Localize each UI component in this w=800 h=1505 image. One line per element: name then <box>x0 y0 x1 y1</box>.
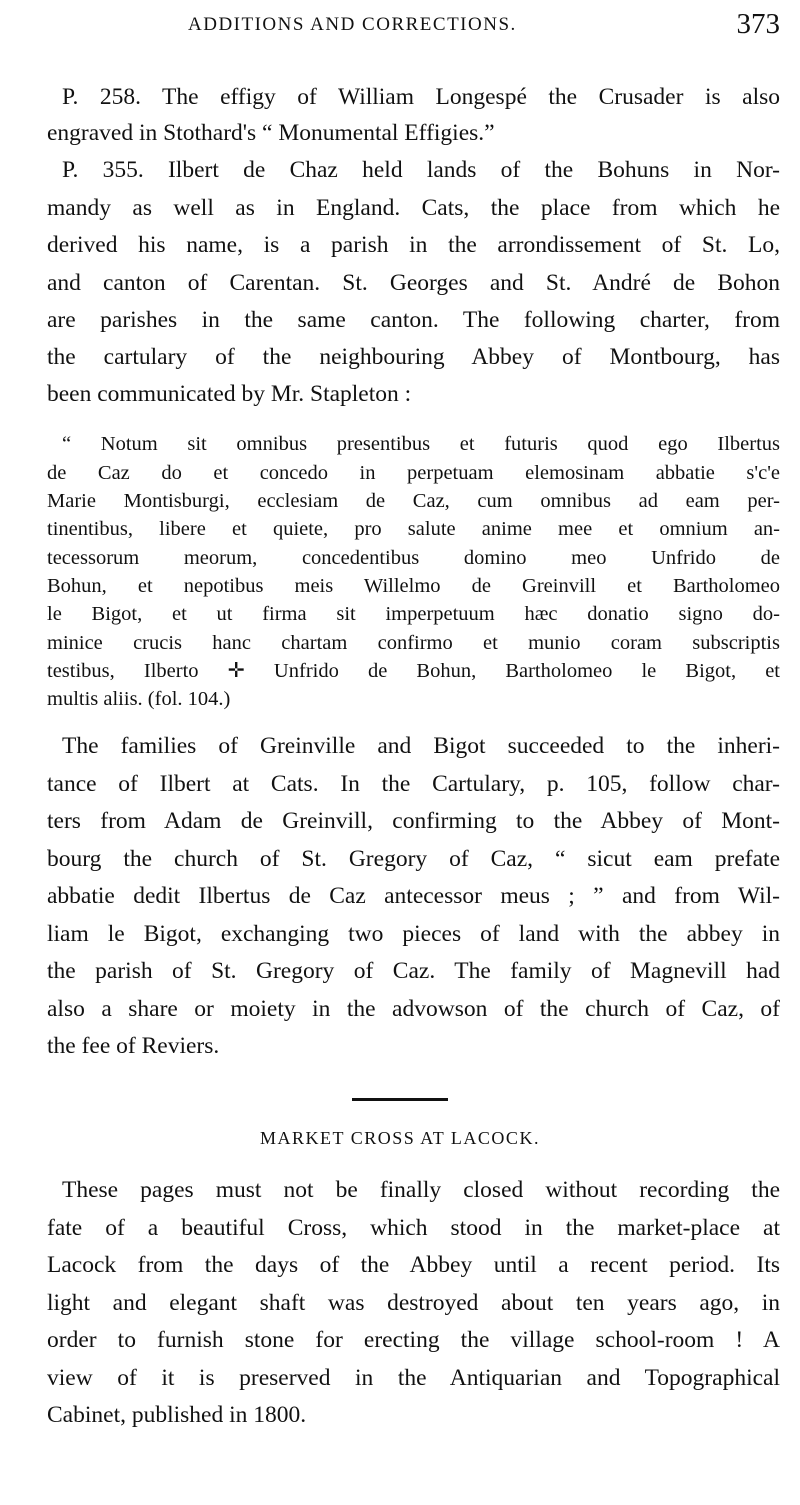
text-line: view of it is preserved in the Antiquarian and Topographical <box>47 1365 780 1391</box>
text-line: abbatie dedit Ilbertus de Caz antecessor meus ; ” and from Wil- <box>47 883 780 909</box>
text-line: and canton of Carentan. St. Georges and St. André de Bohon <box>47 270 780 296</box>
running-title: ADDITIONS AND CORRECTIONS. <box>188 14 517 35</box>
text-line: liam le Bigot, exchanging two pieces of land with the abbey in <box>47 921 780 947</box>
running-header <box>0 8 800 42</box>
quote-line: multis aliis. (fol. 104.) <box>47 688 231 710</box>
page-number: 373 <box>736 8 780 40</box>
section-divider <box>352 1098 448 1101</box>
text-line: the cartulary of the neighbouring Abbey of Montbourg, has <box>47 344 780 370</box>
quote-line: “ Notum sit omnibus presentibus et futuris quod ego Ilbertus <box>62 433 780 455</box>
text-line: also a share or moiety in the advowson of the church of Caz, of <box>47 996 780 1022</box>
text-line: order to furnish stone for erecting the village school-room ! A <box>47 1327 780 1353</box>
text-line: fate of a beautiful Cross, which stood in the market-place at <box>47 1215 780 1241</box>
quote-line: tecessorum meorum, concedentibus domino meo Unfrido de <box>47 547 780 569</box>
text-line: The families of Greinville and Bigot succeeded to the inheri- <box>62 733 780 759</box>
text-line: bourg the church of St. Gregory of Caz, “ sicut eam prefate <box>47 846 780 872</box>
text-line: ters from Adam de Greinvill, confirming to the Abbey of Mont- <box>47 808 780 834</box>
text-line: the parish of St. Gregory of Caz. The family of Magnevill had <box>47 958 780 984</box>
text-line: derived his name, is a parish in the arrondissement of St. Lo, <box>47 232 780 258</box>
text-line: P. 258. The effigy of William Longespé the Crusader is also <box>62 84 780 110</box>
quote-line: de Caz do et concedo in perpetuam elemosinam abbatie s'c'e <box>47 462 780 484</box>
text-line: Lacock from the days of the Abbey until a recent period. Its <box>47 1252 780 1278</box>
quote-line: le Bigot, et ut firma sit imperpetuum hæc donatio signo do- <box>47 603 780 625</box>
quote-line: Marie Montisburgi, ecclesiam de Caz, cum omnibus ad eam per- <box>47 490 780 512</box>
text-line: mandy as well as in England. Cats, the place from which he <box>47 195 780 221</box>
text-line: P. 355. Ilbert de Chaz held lands of the Bohuns in Nor- <box>62 157 780 183</box>
text-line: light and elegant shaft was destroyed about ten years ago, in <box>47 1290 780 1316</box>
text-line: These pages must not be finally closed without recording the <box>62 1177 780 1203</box>
text-line: tance of Ilbert at Cats. In the Cartulary, p. 105, follow char- <box>47 771 780 797</box>
text-line: the fee of Reviers. <box>47 1033 220 1059</box>
quote-line: testibus, Ilberto ✛ Unfrido de Bohun, Bartholomeo le Bigot, et <box>47 660 780 682</box>
quote-line: Bohun, et nepotibus meis Willelmo de Greinvill et Bartholomeo <box>47 575 780 597</box>
text-line: Cabinet, published in 1800. <box>47 1402 307 1428</box>
text-line: been communicated by Mr. Stapleton : <box>47 381 412 407</box>
text-line: are parishes in the same canton. The following charter, from <box>47 307 780 333</box>
text-line: engraved in Stothard's “ Monumental Effigies.” <box>47 120 495 146</box>
section-heading: MARKET CROSS AT LACOCK. <box>260 1128 540 1148</box>
quote-line: tinentibus, libere et quiete, pro salute anime mee et omnium an- <box>47 518 780 540</box>
quote-line: minice crucis hanc chartam confirmo et munio coram subscriptis <box>47 632 780 654</box>
